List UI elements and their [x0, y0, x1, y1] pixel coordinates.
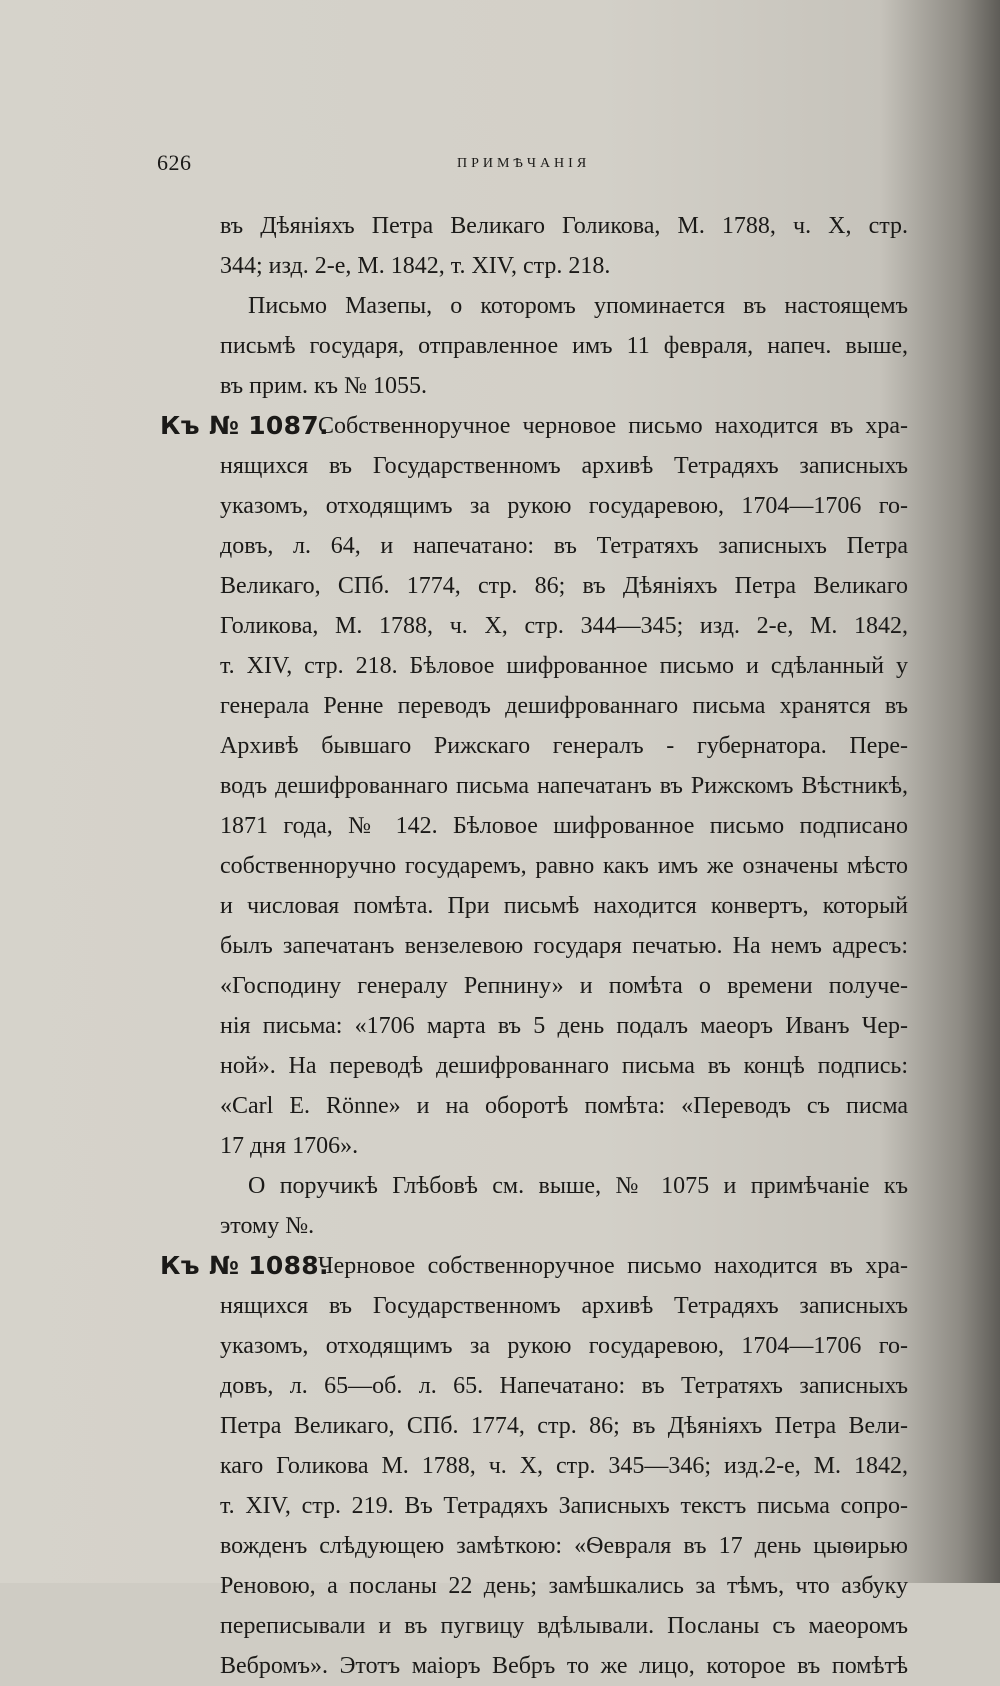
page-number: 626: [157, 150, 192, 175]
text-line: 17 дня 1706».: [220, 1133, 359, 1159]
text-line: каго Голикова М. 1788, ч. X, стр. 345—346; изд.2-е, М. 1842,: [220, 1453, 908, 1479]
text-line: Великаго, СПб. 1774, стр. 86; въ Дѣяніяхъ Петра Великаго: [220, 573, 908, 599]
entry-1088-first-line: Къ № 1088. Черновое собственноручное письмо находится въ хра-: [160, 1246, 908, 1286]
text-line: Петра Великаго, СПб. 1774, стр. 86; въ Дѣяніяхъ Петра Вели-: [220, 1413, 908, 1439]
text-line: собственноручно государемъ, равно какъ имъ же означены мѣсто: [220, 853, 908, 879]
page-body: [160, 206, 908, 1686]
text-line: «Carl E. Rönne» и на оборотѣ помѣта: «Переводъ съ писма: [220, 1093, 908, 1119]
text-line: ной». На переводѣ дешифрованнаго письма въ концѣ подпись:: [220, 1053, 908, 1079]
text-line: 1871 года, № 142. Бѣловое шифрованное письмо подписано: [220, 813, 908, 839]
text-line: и числовая помѣта. При письмѣ находится конвертъ, который: [220, 893, 908, 919]
text-line: генерала Ренне переводъ дешифрованнаго письма хранятся въ: [220, 693, 908, 719]
text-line: переписывали и въ пугвицу вдѣлывали. Посланы съ маеоромъ: [220, 1613, 908, 1639]
text-line: этому №.: [220, 1213, 315, 1239]
text-line: нящихся въ Государственномъ архивѣ Тетрадяхъ записныхъ: [220, 453, 908, 479]
text-line: т. XIV, стр. 218. Бѣловое шифрованное письмо и сдѣланный у: [220, 653, 908, 679]
text-line: Архивѣ бывшаго Рижскаго генералъ - губернатора. Пере-: [220, 733, 908, 759]
note-first-line: О поручикѣ Глѣбовѣ см. выше, № 1075 и примѣчаніе къ: [248, 1173, 908, 1199]
text-line: нія письма: «1706 марта въ 5 день подалъ маеоръ Иванъ Чер-: [220, 1013, 908, 1039]
text-line: довъ, л. 65—об. л. 65. Напечатано: въ Тетратяхъ записныхъ: [220, 1373, 908, 1399]
text-line: вожденъ слѣдующею замѣткою: «Ѳевраля въ 17 день цыѳирью: [220, 1533, 908, 1559]
text-line: указомъ, отходящимъ за рукою государевою, 1704—1706 го-: [220, 493, 908, 519]
page-header: [157, 150, 907, 180]
text-line: Голикова, М. 1788, ч. X, стр. 344—345; изд. 2-е, М. 1842,: [220, 613, 908, 639]
text-line: Вебромъ». Этотъ маіоръ Вебръ то же лицо, которое въ помѣтѣ: [220, 1653, 908, 1679]
text-line: довъ, л. 64, и напечатано: въ Тетратяхъ записныхъ Петра: [220, 533, 908, 559]
text-line: водъ дешифрованнаго письма напечатанъ въ Рижскомъ Вѣстникѣ,: [220, 773, 908, 799]
text-line: письмѣ государя, отправленное имъ 11 февраля, напеч. выше,: [220, 333, 908, 359]
entry-1087-heading: Къ № 1087.: [160, 411, 329, 440]
text-line: «Господину генералу Репнину» и помѣта о времени получе-: [220, 973, 908, 999]
paragraph-first-line: Письмо Мазепы, о которомъ упоминается въ настоящемъ: [248, 293, 908, 319]
text-line: 344; изд. 2-е, М. 1842, т. XIV, стр. 218.: [220, 253, 611, 279]
text-line: Реновою, а посланы 22 день; замѣшкались за тѣмъ, что азбуку: [220, 1573, 908, 1599]
entry-1088-heading: Къ № 1088.: [160, 1251, 329, 1280]
running-title: ПРИМѢЧАНІЯ: [457, 156, 591, 171]
text-line: былъ запечатанъ вензелевою государя печатью. На немъ адресъ:: [220, 933, 908, 959]
text-line: въ Дѣяніяхъ Петра Великаго Голикова, М. 1788, ч. X, стр.: [220, 213, 908, 239]
text-line: указомъ, отходящимъ за рукою государевою, 1704—1706 го-: [220, 1333, 908, 1359]
text-line: въ прим. къ № 1055.: [220, 373, 427, 399]
text-line: нящихся въ Государственномъ архивѣ Тетрадяхъ записныхъ: [220, 1293, 908, 1319]
entry-1087-first-line: Къ № 1087. Собственноручное черновое письмо находится въ хра-: [160, 406, 908, 446]
text-line: т. XIV, стр. 219. Въ Тетрадяхъ Записныхъ текстъ письма сопро-: [220, 1493, 908, 1519]
